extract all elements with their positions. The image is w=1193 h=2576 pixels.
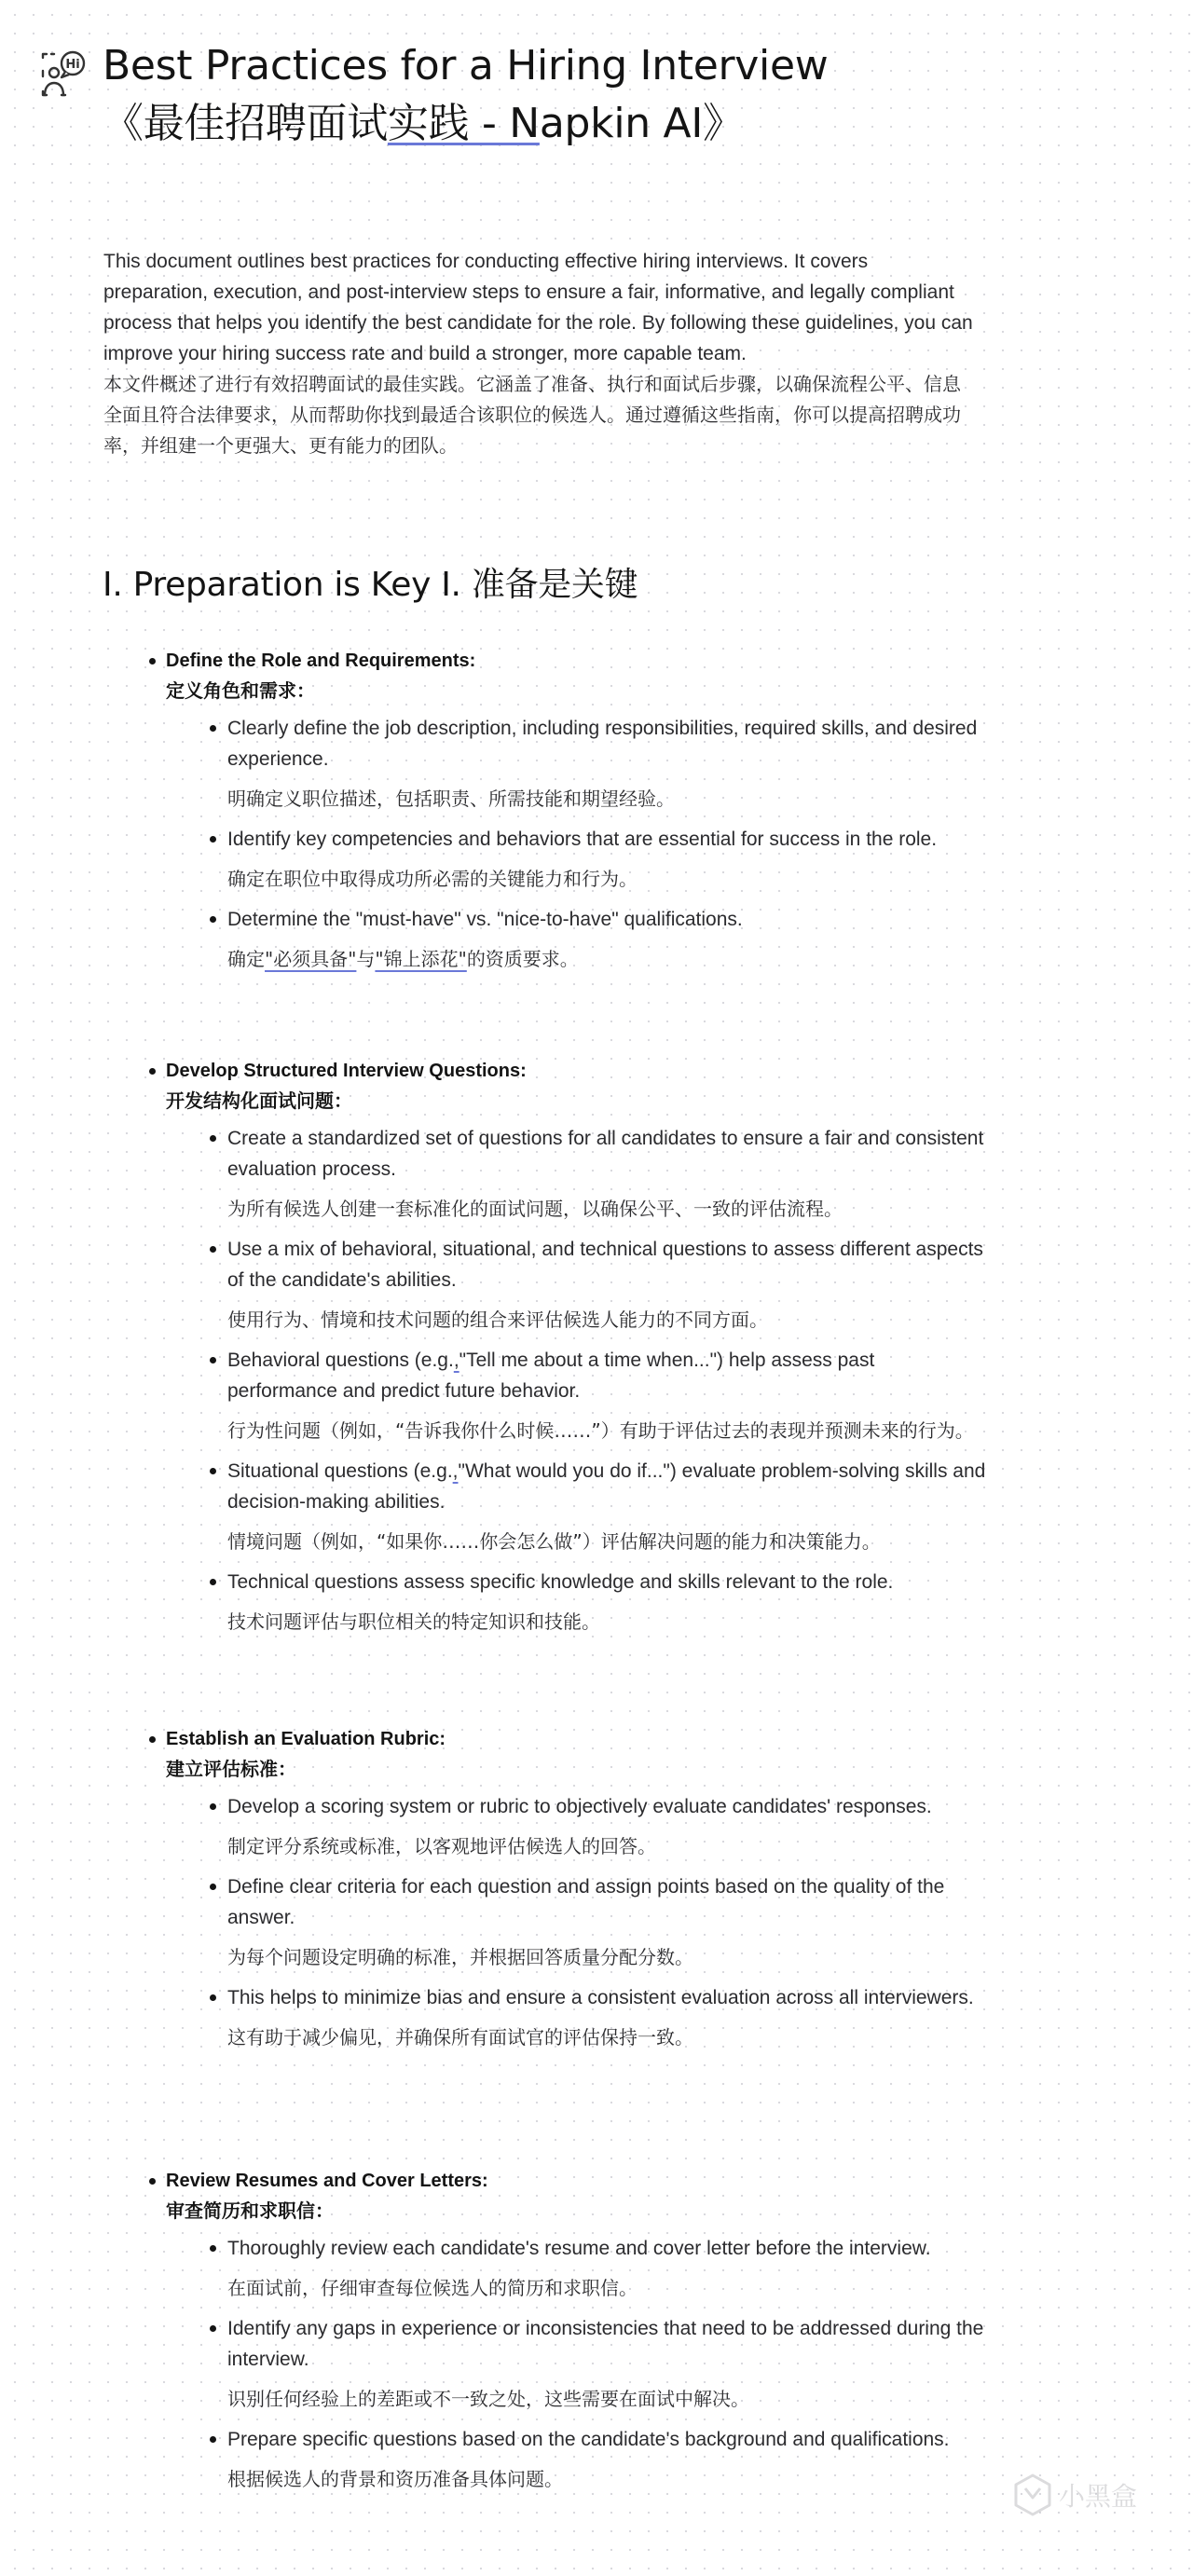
intro-block (103, 246, 976, 461)
list-item (227, 1982, 988, 2053)
point-chinese: 行为性问题（例如，“告诉我你什么时候……”）有助于评估过去的表现并预测未来的行为。 (227, 1419, 974, 1442)
title-line-1: Best Practices for a Hiring Interview (103, 42, 829, 89)
list-item (227, 2424, 988, 2495)
list-item (227, 904, 988, 975)
point-chinese: 制定评分系统或标准，以客观地评估候选人的回答。 (227, 1835, 656, 1857)
group-review-resumes (149, 2166, 988, 2504)
en-part: Situational questions (e.g. (227, 1460, 453, 1482)
title-line-2-prefix: 《最佳招聘面试 (103, 100, 388, 147)
group-title: Develop Structured Interview Questions: (149, 1056, 988, 1086)
en-part-underlined: , (453, 1350, 459, 1371)
cn-part: 的资质要求。 (466, 948, 579, 970)
watermark-text: 小黑盒 (1059, 2481, 1138, 2512)
point-list (149, 1791, 988, 2053)
point-english: Technical questions assess specific knowledge and skills relevant to the role. (227, 1571, 894, 1593)
point-chinese: 识别任何经验上的差距或不一致之处，这些需要在面试中解决。 (227, 2388, 749, 2410)
list-item (227, 1567, 988, 1637)
list-item (227, 713, 988, 815)
en-part: "Tell me about a time when...") help assess past performance and predict future behavior. (227, 1350, 875, 1402)
en-part: Behavioral questions (e.g. (227, 1350, 454, 1371)
group-title-cn: 审查简历和求职信： (166, 2199, 334, 2222)
group-title: Review Resumes and Cover Letters: (149, 2166, 988, 2196)
point-chinese: 情境问题（例如，“如果你……你会怎么做”）评估解决问题的能力和决策能力。 (227, 1530, 881, 1553)
cn-part-underlined: "必须具备" (265, 948, 357, 970)
point-list (149, 2233, 988, 2495)
list-item (227, 2233, 988, 2304)
list-item (227, 1345, 988, 1446)
group-title-cn: 建立评估标准： (166, 1758, 296, 1780)
group-structured-questions (149, 1056, 988, 1647)
intro-chinese: 本文件概述了进行有效招聘面试的最佳实践。它涵盖了准备、执行和面试后步骤，以确保流程公平、信息全面且符合法律要求，从而帮助你找到最适合该职位的候选人。通过遵循这些指南，你可以提高招聘成功率，并组建一个更强大、更有能力的团队。 (103, 373, 961, 457)
group-title-cn: 开发结构化面试问题： (166, 1089, 352, 1112)
list-item (227, 2313, 988, 2415)
list-item (227, 824, 988, 895)
point-list (149, 1123, 988, 1637)
group-evaluation-rubric (149, 1724, 988, 2062)
heybox-logo-icon (1012, 2468, 1161, 2524)
cn-part: 确定 (227, 948, 265, 970)
group-define-role (149, 646, 988, 984)
intro-english: This document outlines best practices for conducting effective hiring interviews. It covers preparation, execution, and post-interview steps to ensure a fair, informative, and legally compliant process that helps you identify the best candidate for the role. By following these guidelines, you can improve your hiring success rate and build a stronger, more capable team. (103, 251, 973, 364)
point-english: Use a mix of behavioral, situational, and technical questions to assess different aspects of the candidate's abilities. (227, 1239, 983, 1291)
group-title-cn: 定义角色和需求： (166, 679, 315, 702)
list-item (227, 1234, 988, 1336)
point-english: Identify any gaps in experience or inconsistencies that need to be addressed during the interview. (227, 2318, 984, 2370)
group-title: Define the Role and Requirements: (149, 646, 988, 676)
list-item (227, 1123, 988, 1225)
point-chinese: 为所有候选人创建一套标准化的面试问题，以确保公平、一致的评估流程。 (227, 1198, 843, 1220)
section-heading: I. Preparation is Key I. 准备是关键 (103, 566, 638, 604)
page-title (103, 37, 1035, 153)
point-english: Clearly define the job description, including responsibilities, required skills, and desired experience. (227, 718, 978, 770)
list-item (227, 1791, 988, 1862)
point-chinese: 这有助于减少偏见，并确保所有面试官的评估保持一致。 (227, 2026, 693, 2048)
point-chinese: 为每个问题设定明确的标准，并根据回答质量分配分数。 (227, 1946, 693, 1968)
group-title: Establish an Evaluation Rubric: (149, 1724, 988, 1754)
point-english: Prepare specific questions based on the candidate's background and qualifications. (227, 2429, 950, 2450)
point-english (227, 1345, 988, 1406)
en-part: "What would you do if...") evaluate problem-solving skills and decision-making abilities. (227, 1460, 986, 1513)
point-chinese: 在面试前，仔细审查每位候选人的简历和求职信。 (227, 2277, 638, 2299)
point-chinese: 明确定义职位描述，包括职责、所需技能和期望经验。 (227, 788, 675, 810)
point-english (227, 1456, 988, 1517)
point-english: This helps to minimize bias and ensure a consistent evaluation across all interviewers. (227, 1987, 974, 2008)
logo-badge-text: Hi (65, 58, 80, 72)
point-chinese: 使用行为、情境和技术问题的组合来评估候选人能力的不同方面。 (227, 1309, 768, 1331)
point-english: Identify key competencies and behaviors that are essential for success in the role. (227, 829, 938, 850)
point-list (149, 713, 988, 975)
cn-part-underlined: "锦上添花" (375, 948, 467, 970)
title-line-2-underlined: 实践 - N (387, 100, 540, 147)
point-english: Develop a scoring system or rubric to objectively evaluate candidates' responses. (227, 1796, 932, 1817)
list-item (227, 1456, 988, 1557)
point-chinese: 技术问题评估与职位相关的特定知识和技能。 (227, 1610, 600, 1633)
en-part-underlined: , (452, 1460, 459, 1482)
point-chinese: 根据候选人的背景和资历准备具体问题。 (227, 2468, 563, 2490)
point-chinese: 确定在职位中取得成功所必需的关键能力和行为。 (227, 868, 638, 890)
title-line-2-suffix: apkin AI》 (539, 100, 744, 147)
list-item (227, 1871, 988, 1973)
title-line-2 (103, 95, 1035, 153)
interview-person-chat-icon (37, 48, 89, 101)
point-english: Determine the "must-have" vs. "nice-to-have" qualifications. (227, 909, 743, 930)
point-chinese (227, 944, 988, 975)
point-english: Define clear criteria for each question and assign points based on the quality of the answer. (227, 1876, 945, 1928)
cn-part: 与 (356, 948, 376, 970)
point-english: Thoroughly review each candidate's resume and cover letter before the interview. (227, 2238, 931, 2259)
point-english: Create a standardized set of questions for all candidates to ensure a fair and consistent evaluation process. (227, 1128, 984, 1180)
